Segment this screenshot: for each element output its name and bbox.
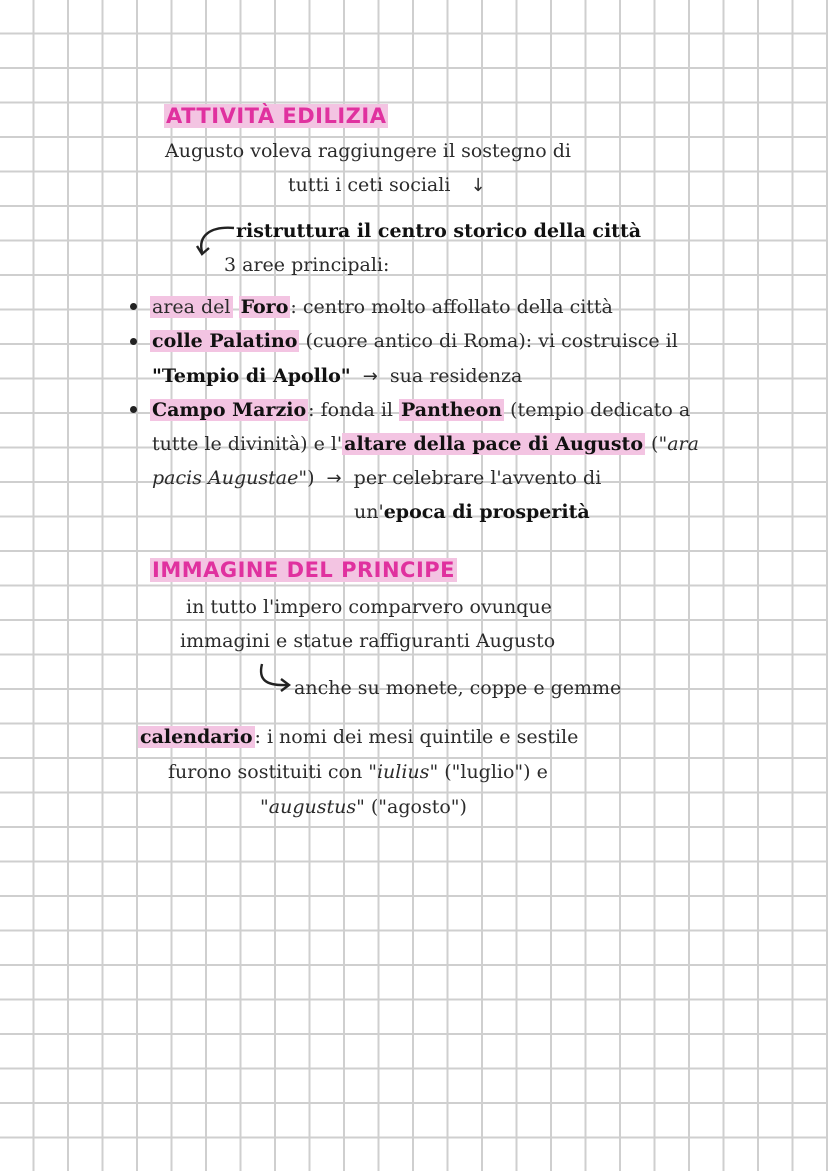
bold-term: epoca di prosperità (383, 501, 590, 523)
text-line: Augusto voleva raggiungere il sostegno di (165, 140, 572, 162)
bullet-item-campo-marzio-line3 (152, 465, 601, 492)
text-span: (cuore antico di Roma): vi costruisce il (299, 330, 678, 352)
text-span: ") (298, 467, 315, 489)
bullet-dot (130, 303, 137, 310)
text-span: furono sostituiti con " (168, 761, 377, 783)
text-span: tutti i ceti sociali (288, 174, 451, 196)
text-line: 3 aree principali: (224, 254, 390, 276)
text-span: (" (645, 433, 668, 455)
bold-term: Pantheon (401, 399, 503, 421)
bold-term: colle Palatino (152, 330, 298, 352)
bold-term: "Tempio di Apollo" (152, 365, 351, 387)
text-span: sua residenza (389, 365, 523, 387)
text-span: un' (354, 501, 384, 523)
bold-term: Campo Marzio (152, 399, 307, 421)
bold-term: calendario (140, 726, 253, 748)
text-span: : centro molto affollato della città (290, 296, 613, 318)
text-span: (tempio dedicato a (504, 399, 691, 421)
highlight-term: area del (152, 296, 231, 318)
bullet-item-campo-marzio (150, 397, 690, 423)
bullet-item-palatino (150, 328, 678, 354)
italic-term: ara (667, 433, 699, 455)
bold-term: altare della pace di Augusto (344, 433, 644, 455)
text-line: anche su monete, coppe e gemme (294, 677, 622, 699)
curved-arrow-icon (256, 662, 292, 694)
text-span: tutte le divinità) e l' (152, 433, 343, 455)
right-arrow-icon: → (326, 468, 342, 489)
text-span: " ("luglio") e (429, 761, 548, 783)
text-span: : i nomi dei mesi quintile e sestile (254, 726, 579, 748)
down-arrow-icon: ↓ (470, 175, 486, 196)
text-line: in tutto l'impero comparvero ovunque (186, 596, 552, 618)
bullet-item-campo-marzio-line2 (152, 431, 699, 457)
text-line: immagini e statue raffiguranti Augusto (180, 630, 556, 652)
section-heading-immagine-del-principe: IMMAGINE DEL PRINCIPE (152, 558, 456, 582)
text-span: " ("agosto") (356, 796, 467, 818)
italic-term: iulius (376, 761, 430, 783)
text-span: per celebrare l'avvento di (353, 467, 602, 489)
text-span: ristruttura il centro storico della città (236, 220, 642, 242)
bold-term: Foro (240, 296, 289, 318)
calendar-line3 (260, 794, 467, 820)
bullet-item-campo-marzio-line4 (354, 499, 590, 525)
text-line (288, 172, 486, 199)
right-arrow-icon: → (362, 366, 378, 387)
bullet-dot (130, 406, 137, 413)
section-heading-attivita-edilizia: ATTIVITÀ EDILIZIA (166, 104, 387, 128)
bullet-item-palatino-line2 (152, 363, 522, 390)
text-span: " (260, 796, 269, 818)
italic-term: pacis Augustae (152, 467, 299, 489)
bullet-item-foro (150, 294, 613, 320)
calendar-line2 (168, 759, 548, 785)
calendar-line1 (138, 724, 578, 750)
text-line-bold (236, 218, 641, 244)
bullet-dot (130, 338, 137, 345)
text-span: : fonda il (308, 399, 400, 421)
italic-term: augustus (268, 796, 357, 818)
